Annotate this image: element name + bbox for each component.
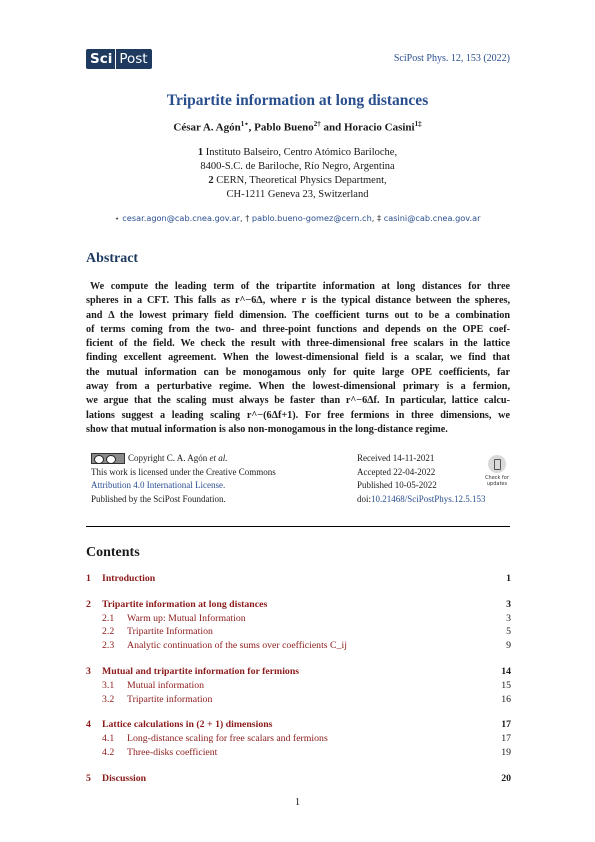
- toc-subsection[interactable]: [86, 679, 511, 693]
- toc-section[interactable]: [86, 772, 511, 786]
- affiliations: [0, 146, 595, 202]
- license-link[interactable]: Attribution 4.0 International License.: [91, 480, 226, 491]
- toc-number: 4.1: [102, 733, 115, 745]
- abstract-heading: Abstract: [86, 251, 139, 266]
- license-block: [91, 452, 276, 506]
- toc-section[interactable]: [86, 572, 511, 586]
- affiliation-line: 8400-S.C. de Bariloche, Río Negro, Argentina: [200, 161, 395, 172]
- license-text: This work is licensed under the Creative Commons: [91, 466, 276, 477]
- toc-title: Three-disks coefficient: [127, 746, 218, 758]
- abstract-line: we argue that the scaling must always be faster than r^−6Δf. In particular, lattice calcu-: [86, 395, 510, 407]
- email-mark: †: [245, 213, 250, 223]
- accepted-date: Accepted 22-04-2022: [357, 466, 436, 477]
- toc-number: 1: [86, 573, 91, 584]
- toc-number: 3.2: [102, 693, 115, 705]
- toc-title: Introduction: [102, 573, 156, 584]
- abstract-line: the mutual information can be monogamous only for quite large OPE coefficients, far: [86, 366, 510, 378]
- toc-title: Tripartite information: [127, 693, 213, 705]
- toc-page: 15: [501, 679, 511, 691]
- check-for-updates-button[interactable]: [478, 455, 516, 487]
- affiliation-line: CERN, Theoretical Physics Department,: [216, 175, 387, 186]
- copyright-text: Copyright C. A. Agón: [128, 453, 208, 463]
- journal-reference[interactable]: SciPost Phys. 12, 153 (2022): [393, 53, 510, 64]
- toc-title: Mutual and tripartite information for fermions: [102, 665, 300, 677]
- affiliation-line: Instituto Balseiro, Centro Atómico Bariloche,: [205, 147, 398, 158]
- toc-number: 4: [86, 719, 91, 731]
- abstract-line: finding excellent agreement. When the lowest-dimensional field is a scalar, we find that: [86, 352, 510, 364]
- author-and: and: [323, 121, 342, 134]
- abstract-line: We compute the leading term of the tripartite information at long distances for three: [90, 281, 510, 292]
- published-date: Published 10-05-2022: [357, 480, 437, 491]
- paper-title: Tripartite information at long distances: [166, 92, 429, 109]
- toc-subsection[interactable]: [86, 625, 511, 639]
- toc-title: Tripartite Information: [127, 626, 213, 638]
- check-updates-icon: [488, 455, 506, 473]
- scipost-logo: [86, 49, 152, 69]
- toc-title: Mutual information: [127, 679, 205, 691]
- author-name: Horacio Casini: [344, 121, 415, 134]
- logo-post: Post: [115, 49, 151, 69]
- toc-section[interactable]: [86, 598, 511, 612]
- toc-subsection[interactable]: [86, 693, 511, 707]
- toc-title: Long-distance scaling for free scalars and fermions: [127, 733, 328, 745]
- abstract-line: and Δ the lowest primary field dimension. The coefficient turns out to be a combination: [86, 309, 510, 321]
- email-mark: ⋆: [114, 213, 120, 223]
- toc-page: 14: [501, 665, 511, 677]
- email-list: ⋆ cesar.agon@cab.cnea.gov.ar, † pablo.bueno-gomez@cern.ch, ‡ casini@cab.cnea.gov.ar: [114, 213, 481, 223]
- page-number: 1: [294, 797, 301, 808]
- toc-number: 2.3: [102, 640, 115, 652]
- received-date: Received 14-11-2021: [357, 453, 435, 463]
- abstract-line: of terms coming from the two- and three-point functions and depends on the OPE coef-: [86, 323, 510, 335]
- email-link[interactable]: cesar.agon@cab.cnea.gov.ar: [122, 213, 240, 223]
- toc-subsection[interactable]: [86, 746, 511, 760]
- abstract-line: lations suggest a leading scaling r^−(6Δf+1). For free fermions in three dimensions, we: [86, 409, 510, 421]
- affiliation-line: CH-1211 Geneva 23, Switzerland: [226, 189, 369, 200]
- toc-title: Warm up: Mutual Information: [127, 612, 246, 624]
- abstract-line: away from a perturbative regime. When the lowest-dimensional primary is a fermion,: [86, 381, 510, 393]
- publisher-text: Published by the SciPost Foundation.: [91, 493, 226, 504]
- toc-page: 16: [501, 693, 511, 705]
- abstract-line: ficient of the field. We check the result with three-dimensional free scalars in the lattice: [86, 338, 510, 350]
- copyright-etal: et al.: [209, 453, 228, 463]
- email-link[interactable]: casini@cab.cnea.gov.ar: [383, 213, 481, 223]
- toc-page: 1: [506, 573, 511, 584]
- author-mark: 2†: [313, 120, 321, 128]
- author-name: Pablo Bueno: [254, 121, 314, 134]
- toc-title: Analytic continuation of the sums over coefficients C_ij: [127, 640, 347, 652]
- toc-page: 19: [501, 746, 511, 758]
- toc-title: Lattice calculations in (2 + 1) dimensions: [102, 719, 273, 731]
- affiliation-number: 1: [197, 147, 204, 158]
- dates-block: [357, 452, 486, 506]
- section-divider: [86, 526, 510, 527]
- toc-subsection[interactable]: [86, 732, 511, 746]
- abstract-line: show that mutual information is also non-monogamous in the long-distance regime.: [86, 423, 448, 435]
- toc-number: 2: [86, 598, 91, 610]
- toc-number: 3.1: [102, 679, 115, 691]
- email-mark: ‡: [376, 213, 382, 223]
- toc-number: 2.2: [102, 626, 115, 638]
- toc-page: 3: [506, 598, 511, 610]
- toc-page: 17: [501, 733, 511, 745]
- contents-heading: Contents: [86, 545, 140, 560]
- toc-page: 5: [506, 626, 511, 638]
- author-list: [0, 120, 595, 134]
- author-separator: ,: [248, 121, 252, 134]
- toc-page: 3: [506, 612, 511, 624]
- cc-by-icon[interactable]: [91, 453, 125, 464]
- toc-title: Discussion: [102, 772, 147, 784]
- email-link[interactable]: pablo.bueno-gomez@cern.ch: [251, 213, 372, 223]
- author-name: César A. Agón: [173, 121, 241, 134]
- toc-page: 20: [501, 772, 511, 784]
- affiliation-number: 2: [208, 175, 214, 186]
- toc-number: 2.1: [102, 612, 115, 624]
- toc-section[interactable]: [86, 665, 511, 679]
- logo-sci: Sci: [86, 49, 115, 69]
- toc-number: 4.2: [102, 746, 115, 758]
- toc-subsection[interactable]: [86, 639, 511, 653]
- toc-number: 5: [86, 772, 91, 784]
- author-mark: 1⋆: [240, 120, 249, 128]
- doi-prefix: doi:: [357, 493, 372, 504]
- toc-number: 3: [86, 665, 91, 677]
- abstract-line: spheres in a CFT. This falls as r^−6Δ, where r is the typical distance between the spheres,: [86, 295, 510, 307]
- toc-section[interactable]: [86, 718, 511, 732]
- check-updates-label: Check for: [485, 475, 509, 481]
- toc-page: 17: [501, 719, 511, 731]
- check-updates-label: updates: [486, 481, 508, 487]
- toc-subsection[interactable]: [86, 612, 511, 626]
- author-mark: 1‡: [414, 120, 422, 128]
- toc-title: Tripartite information at long distances: [102, 598, 268, 610]
- doi-link[interactable]: 10.21468/SciPostPhys.12.5.153: [371, 493, 486, 504]
- abstract-body: [86, 280, 510, 437]
- toc-page: 9: [506, 640, 511, 652]
- table-of-contents: [86, 572, 511, 786]
